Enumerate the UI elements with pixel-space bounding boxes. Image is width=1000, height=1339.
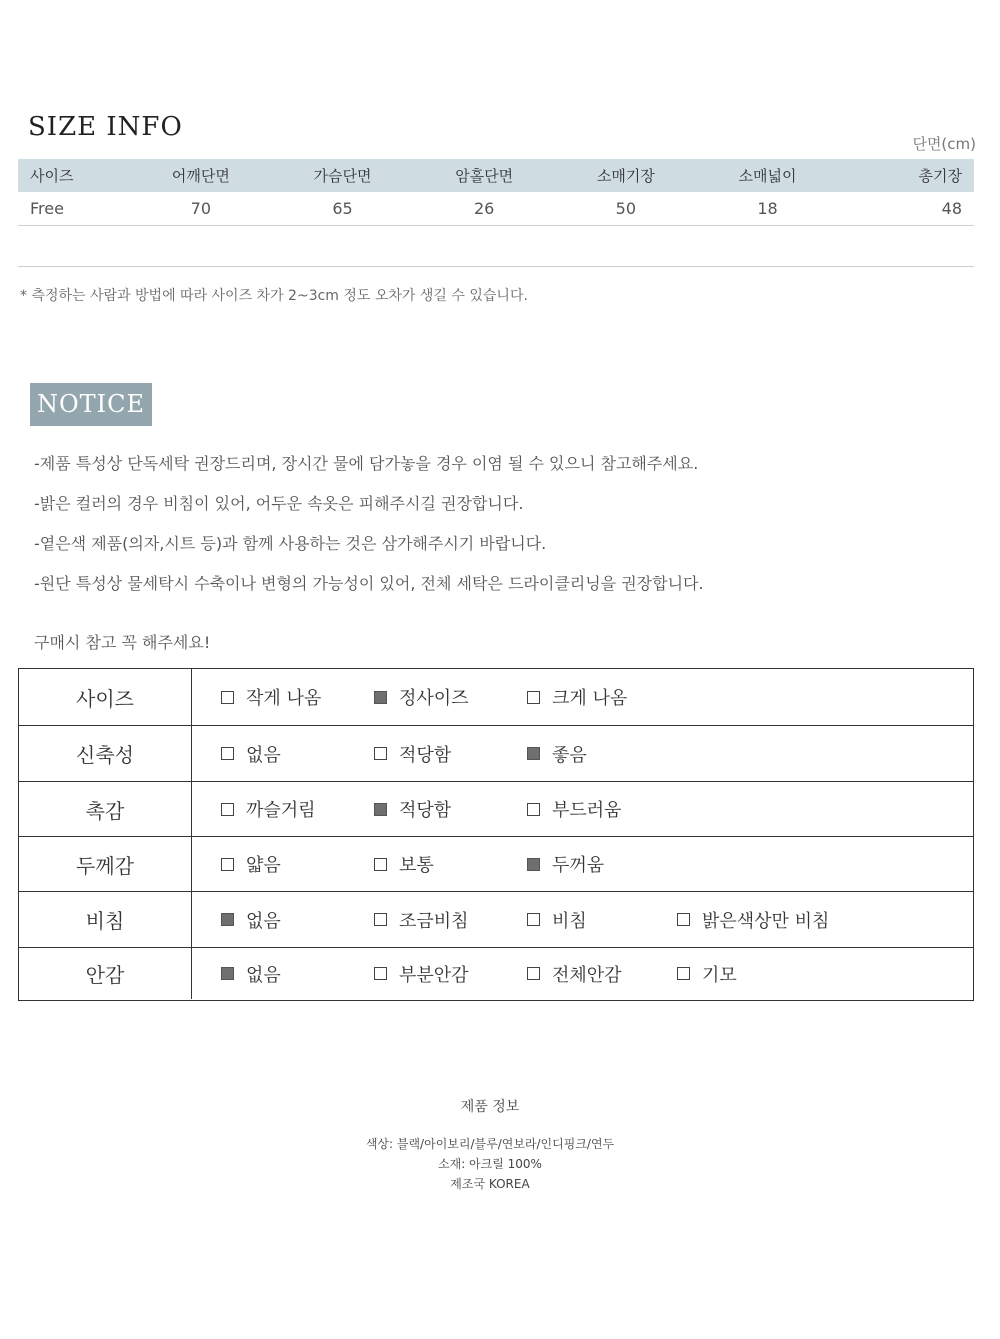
size-table [18,159,974,226]
checkbox-icon [374,747,387,760]
notice-line: -원단 특성상 물세탁시 수축이나 변형의 가능성이 있어, 전체 세탁은 드라이클리닝을 권장합니다. [34,574,704,593]
size-table-header-row [18,159,974,192]
option-normal [374,837,434,891]
checkbox-icon [221,803,234,816]
sleeve-width-header: 소매넓이 [697,159,839,192]
option-sheer [527,892,587,947]
option-label: 기모 [702,964,737,986]
attribute-label: 사이즈 [19,669,192,725]
notice-line: -제품 특성상 단독세탁 권장드리며, 장시간 물에 담가놓을 경우 이염 될 수 있으니 참고해주세요. [34,454,699,473]
divider [18,266,974,267]
armhole-value: 26 [413,192,555,226]
attribute-row-lining [19,947,973,999]
size-info-title: SIZE INFO [28,112,183,142]
option-large-fit [527,669,627,725]
checkbox-icon [527,967,540,980]
option-label: 적당함 [399,744,452,766]
total-length-value: 48 [838,192,974,226]
checkbox-icon [677,913,690,926]
option-label: 없음 [246,744,281,766]
option-none [221,892,281,947]
option-small-fit [221,669,321,725]
armhole-header: 암홀단면 [413,159,555,192]
option-label: 부분안감 [399,964,469,986]
option-light-colors-sheer [677,892,829,947]
attribute-table [18,668,974,1001]
attribute-label: 촉감 [19,782,192,836]
checkbox-icon [527,803,540,816]
checkbox-icon [527,913,540,926]
product-material: 소재: 아크릴 100% [438,1157,542,1171]
checked-box-icon [374,691,387,704]
option-label: 적당함 [399,800,452,821]
checkbox-icon [374,967,387,980]
chest-header: 가슴단면 [272,159,414,192]
total-length-header: 총기장 [838,159,974,192]
table-row [18,192,974,226]
option-label: 까슬거림 [246,800,316,821]
option-slightly-sheer [374,892,469,947]
option-thick [527,837,604,891]
checked-box-icon [527,747,540,760]
size-note: * 측정하는 사람과 방법에 따라 사이즈 차가 2~3cm 정도 오차가 생길 수 있습니다. [20,288,528,304]
checked-box-icon [374,803,387,816]
attribute-row-stretch [19,725,973,781]
option-label: 크게 나옴 [552,688,628,709]
attribute-label: 신축성 [19,726,192,781]
checked-box-icon [221,913,234,926]
option-soft [527,782,622,836]
sleeve-width-value: 18 [697,192,839,226]
checkbox-icon [221,747,234,760]
size-value: Free [18,192,130,226]
attribute-row-sheerness [19,891,973,947]
checkbox-icon [677,967,690,980]
option-label: 없음 [246,964,281,986]
checkbox-icon [374,858,387,871]
attribute-label: 두께감 [19,837,192,891]
notice-closing: 구매시 참고 꼭 해주세요! [34,633,211,652]
notice-line: -옅은색 제품(의자,시트 등)과 함께 사용하는 것은 삼가해주시기 바랍니다. [34,534,547,553]
option-true-to-size [374,669,469,725]
option-rough [221,782,316,836]
notice-line: -밝은 컬러의 경우 비침이 있어, 어두운 속옷은 피해주시길 권장합니다. [34,494,524,513]
option-moderate [374,782,451,836]
attribute-row-size [19,669,973,725]
option-thin [221,837,281,891]
checked-box-icon [221,967,234,980]
option-fleece [677,948,737,999]
option-label: 두꺼움 [552,855,605,876]
shoulder-value: 70 [130,192,272,226]
option-label: 전체안감 [552,964,622,986]
option-label: 밝은색상만 비침 [702,910,830,932]
option-label: 비침 [552,910,587,932]
option-label: 부드러움 [552,800,622,821]
product-origin: 제조국 KOREA [450,1177,530,1191]
attribute-label: 비침 [19,892,192,947]
product-info-title: 제품 정보 [460,1099,520,1115]
option-none [221,726,281,781]
chest-value: 65 [272,192,414,226]
option-label: 보통 [399,855,434,876]
notice-badge: NOTICE [30,383,152,426]
size-header: 사이즈 [18,159,130,192]
option-good [527,726,587,781]
option-partial-lining [374,948,469,999]
checkbox-icon [221,858,234,871]
option-moderate [374,726,451,781]
product-color: 색상: 블랙/아이보리/블루/연보라/인디핑크/연두 [365,1137,615,1151]
unit-label: 단면(cm) [912,135,976,153]
option-label: 좋음 [552,744,587,766]
option-label: 작게 나옴 [246,688,322,709]
option-none [221,948,281,999]
checkbox-icon [374,913,387,926]
shoulder-header: 어깨단면 [130,159,272,192]
option-label: 정사이즈 [399,688,469,709]
option-label: 얇음 [246,855,281,876]
checkbox-icon [221,691,234,704]
sleeve-length-value: 50 [555,192,697,226]
attribute-label: 안감 [19,948,192,999]
option-label: 조금비침 [399,910,469,932]
attribute-row-texture [19,781,973,836]
attribute-row-thickness [19,836,973,891]
option-label: 없음 [246,910,281,932]
checked-box-icon [527,858,540,871]
option-full-lining [527,948,622,999]
sleeve-length-header: 소매기장 [555,159,697,192]
checkbox-icon [527,691,540,704]
